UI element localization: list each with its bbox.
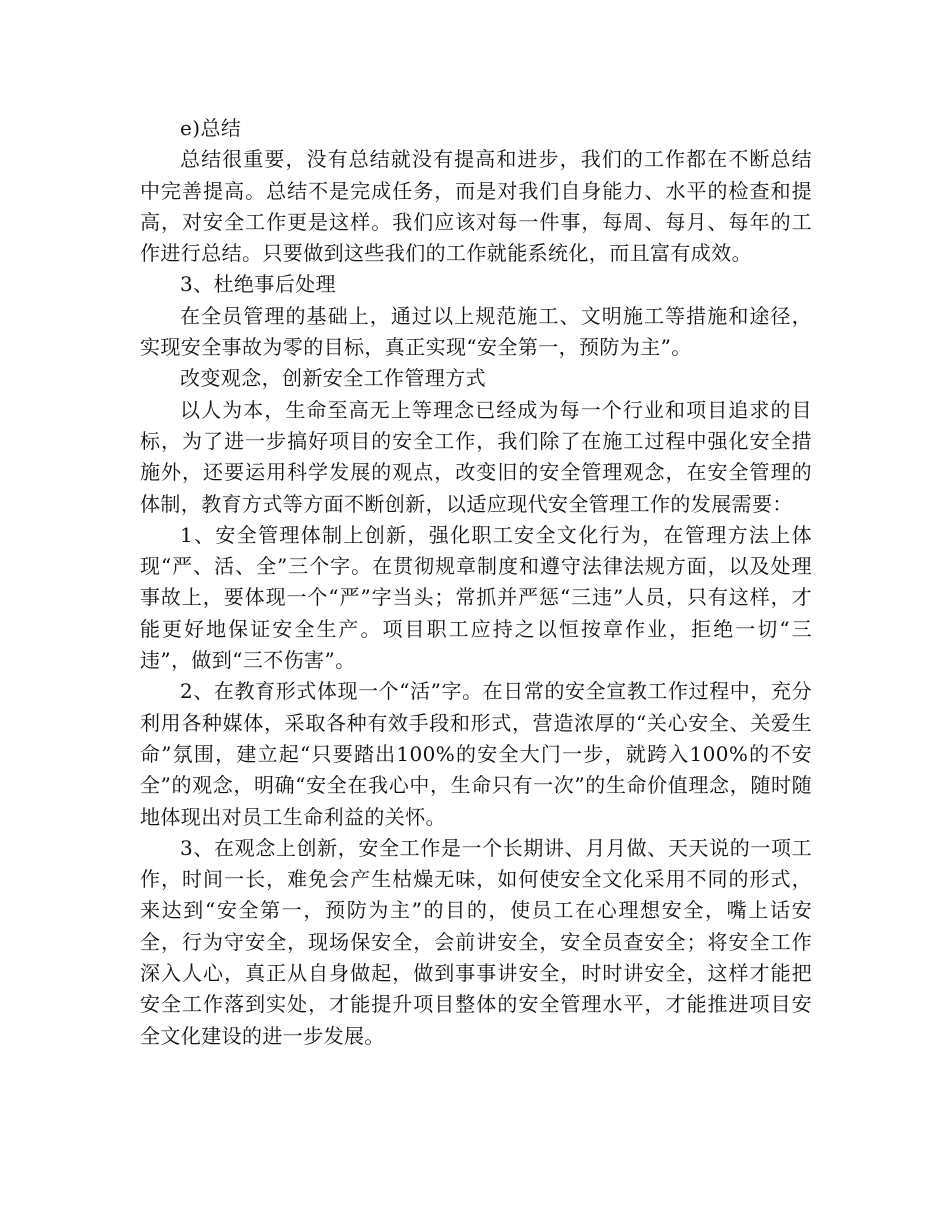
paragraph-education-innovation: 2、在教育形式体现一个“活”字。在日常的安全宣教工作过程中，充分利用各种媒体，采取各种有效手段和形式，营造浓厚的“关心安全、关爱生命”氛围，建立起“只要踏出100%的安全大门一步，就跨入100%的不安全”的观念，明确“安全在我心中，生命只有一次”的生命价值理念，随时随地体现出对员工生命利益的关怀。 [140, 679, 812, 829]
paragraph-zero-accidents: 在全员管理的基础上，通过以上规范施工、文明施工等措施和途径，实现安全事故为零的目标，真正实现“安全第一，预防为主”。 [140, 303, 812, 360]
section-heading-change-concepts: 改变观念，创新安全工作管理方式 [180, 366, 486, 391]
paragraph-management-innovation: 1、安全管理体制上创新，强化职工安全文化行为，在管理方法上体现“严、活、全”三个字。在贯彻规章制度和遵守法律法规方面，以及处理事故上，要体现一个“严”字当头；常抓并严惩“三违”人员，只有这样，才能更好地保证安全生产。项目职工应持之以恒按章作业，拒绝一切“三违”，做到“三不伤害”。 [140, 522, 812, 673]
paragraph-summary: 总结很重要，没有总结就没有提高和进步，我们的工作都在不断总结中完善提高。总结不是完成任务，而是对我们自身能力、水平的检查和提高，对安全工作更是这样。我们应该对每一件事，每周、每月、每年的工作进行总结。只要做到这些我们的工作就能系统化，而且富有成效。 [140, 147, 812, 266]
document-body [140, 113, 812, 1052]
paragraph-concept-innovation: 3、在观念上创新，安全工作是一个长期讲、月月做、天天说的一项工作，时间一长，难免会产生枯燥无味，如何使安全文化采用不同的形式，来达到“安全第一，预防为主”的目的，使员工在心理想安全，嘴上话安全，行为守安全，现场保安全，会前讲安全，安全员查安全；将安全工作深入人心，真正从自身做起，做到事事讲安全，时时讲安全，这样才能把安全工作落到实处，才能提升项目整体的安全管理水平，才能推进项目安全文化建设的进一步发展。 [140, 835, 812, 1048]
paragraph-people-oriented: 以人为本，生命至高无上等理念已经成为每一个行业和项目追求的目标，为了进一步搞好项目的安全工作，我们除了在施工过程中强化安全措施外，还要运用科学发展的观点，改变旧的安全管理观念，在安全管理的体制，教育方式等方面不断创新，以适应现代安全管理工作的发展需要： [140, 397, 812, 516]
section-heading-eliminate-aftermath: 3、杜绝事后处理 [180, 272, 336, 297]
section-heading-summary: e)总结 [180, 116, 242, 140]
